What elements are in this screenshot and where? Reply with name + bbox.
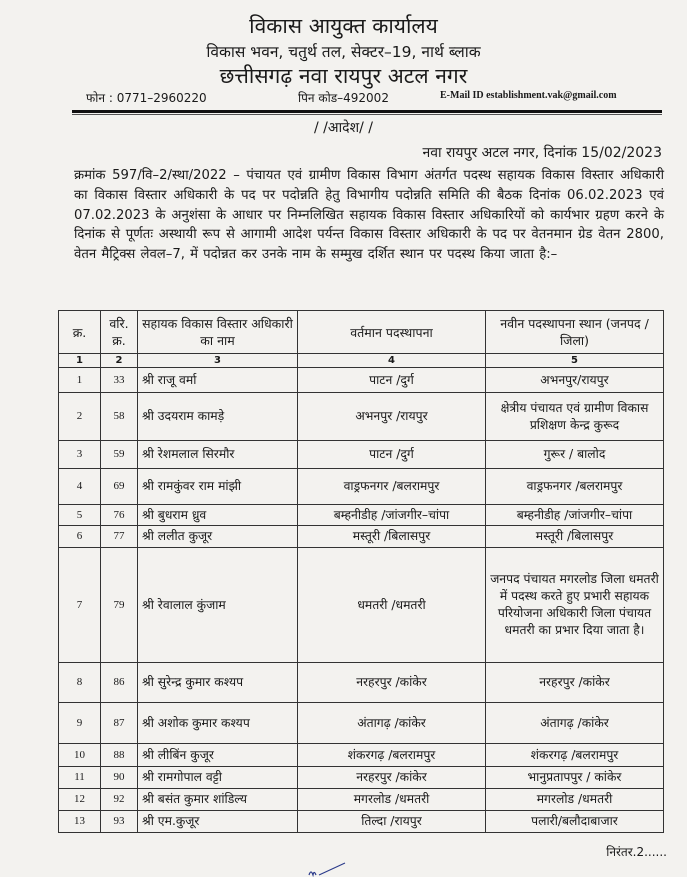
cell-sno: 8 <box>59 663 101 703</box>
column-number: 1 <box>59 354 101 368</box>
cell-current-posting: शंकरगढ़ /बलरामपुर <box>298 744 486 767</box>
cell-current-posting: नरहरपुर /कांकेर <box>298 767 486 789</box>
cell-seniority: 92 <box>101 789 138 811</box>
table-row <box>59 789 664 811</box>
cell-officer-name: श्री बसंत कुमार शांडिल्य <box>138 789 298 811</box>
cell-current-posting: पाटन /दुर्ग <box>298 368 486 393</box>
cell-sno: 7 <box>59 548 101 663</box>
cell-officer-name: श्री सुरेन्द्र कुमार कश्यप <box>138 663 298 703</box>
header-new-posting: नवीन पदस्थापना स्थान (जनपद / जिला) <box>486 311 664 354</box>
header-name: सहायक विकास विस्तार अधिकारी का नाम <box>138 311 298 354</box>
cell-officer-name: श्री रेवालाल कुंजाम <box>138 548 298 663</box>
cell-officer-name: श्री ललीत कुजूर <box>138 526 298 548</box>
order-heading: / /आदेश/ / <box>313 120 374 136</box>
contact-email: E-Mail ID establishment.vak@gmail.com <box>440 90 617 101</box>
table-row <box>59 469 664 505</box>
cell-sno: 6 <box>59 526 101 548</box>
cell-new-posting: भानुप्रतापपुर / कांकेर <box>486 767 664 789</box>
cell-sno: 12 <box>59 789 101 811</box>
contact-pin: पिन कोड–492002 <box>298 91 389 105</box>
cell-sno: 3 <box>59 441 101 469</box>
table-row <box>59 548 664 663</box>
cell-seniority: 69 <box>101 469 138 505</box>
table-row <box>59 526 664 548</box>
header-sno: क्र. <box>59 311 101 354</box>
table-row <box>59 744 664 767</box>
office-name: विकास आयुक्त कार्यालय <box>249 14 438 38</box>
table-row <box>59 368 664 393</box>
continue-note: निरंतर.2...... <box>606 845 667 859</box>
table-row <box>59 441 664 469</box>
table-header-row <box>59 311 664 354</box>
cell-current-posting: अंतागढ़ /कांकेर <box>298 703 486 744</box>
table-row <box>59 811 664 833</box>
cell-current-posting: अभनपुर /रायपुर <box>298 393 486 441</box>
cell-seniority: 79 <box>101 548 138 663</box>
cell-new-posting: गुरूर / बालोद <box>486 441 664 469</box>
column-number: 5 <box>486 354 664 368</box>
cell-current-posting: मगरलोड /धमतरी <box>298 789 486 811</box>
cell-sno: 1 <box>59 368 101 393</box>
office-city: छत्तीसगढ़ नवा रायपुर अटल नगर <box>219 64 468 88</box>
cell-current-posting: वाड्रफनगर /बलरामपुर <box>298 469 486 505</box>
column-number-row <box>59 354 664 368</box>
cell-sno: 13 <box>59 811 101 833</box>
cell-current-posting: मस्तूरी /बिलासपुर <box>298 526 486 548</box>
column-number: 2 <box>101 354 138 368</box>
cell-current-posting: पाटन /दुर्ग <box>298 441 486 469</box>
cell-seniority: 76 <box>101 505 138 526</box>
cell-seniority: 86 <box>101 663 138 703</box>
cell-current-posting: नरहरपुर /कांकेर <box>298 663 486 703</box>
cell-current-posting: बम्हनीडीह /जांजगीर–चांपा <box>298 505 486 526</box>
cell-new-posting: अंतागढ़ /कांकेर <box>486 703 664 744</box>
cell-new-posting: बम्हनीडीह /जांजगीर–चांपा <box>486 505 664 526</box>
signature-mark <box>307 862 347 877</box>
header-current-posting: वर्तमान पदस्थापना <box>298 311 486 354</box>
cell-sno: 11 <box>59 767 101 789</box>
cell-officer-name: श्री एम.कुजूर <box>138 811 298 833</box>
cell-seniority: 58 <box>101 393 138 441</box>
table-row <box>59 703 664 744</box>
table-row <box>59 663 664 703</box>
cell-officer-name: श्री रामगोपाल वट्टी <box>138 767 298 789</box>
cell-new-posting: मगरलोड /धमतरी <box>486 789 664 811</box>
cell-new-posting: नरहरपुर /कांकेर <box>486 663 664 703</box>
column-number: 4 <box>298 354 486 368</box>
cell-seniority: 93 <box>101 811 138 833</box>
order-date: नवा रायपुर अटल नगर, दिनांक 15/02/2023 <box>422 145 662 161</box>
table-row <box>59 505 664 526</box>
column-number: 3 <box>138 354 298 368</box>
cell-officer-name: श्री रामकुंवर राम मांझी <box>138 469 298 505</box>
header-seniority: वरि. क्र. <box>101 311 138 354</box>
cell-new-posting: शंकरगढ़ /बलरामपुर <box>486 744 664 767</box>
cell-seniority: 88 <box>101 744 138 767</box>
table-row <box>59 393 664 441</box>
cell-officer-name: श्री अशोक कुमार कश्यप <box>138 703 298 744</box>
cell-new-posting: क्षेत्रीय पंचायत एवं ग्रामीण विकास प्रशिक्षण केन्द्र कुरूद <box>486 393 664 441</box>
order-body: क्रमांक 597/वि–2/स्था/2022 – पंचायत एवं ग्रामीण विकास विभाग अंतर्गत पदस्थ सहायक विकास विस्तार अधिकारी का विकास विस्तार अधिकारी के पद पर पदोन्नति हेतु विभागीय पदोन्नति समिति की बैठक दिनांक 06.02.2023 एवं 07.02.2023 के अनुशंसा के आधार पर निम्नलिखित सहायक विकास विस्तार अधिकारियों को कार्यभार ग्रहण करने के दिनांक से पूर्णतः अस्थायी रूप से आगामी आदेश पर्यन्त विकास विस्तार अधिकारी के पद पर वेतनमान ग्रेड वेतन 2800, वेतन मैट्रिक्स लेवल–7, में पदोन्नत कर उनके नाम के सम्मुख दर्शित स्थान पर पदस्थ किया जाता है:– <box>74 168 664 263</box>
cell-seniority: 90 <box>101 767 138 789</box>
cell-sno: 2 <box>59 393 101 441</box>
letterhead-divider <box>72 110 662 113</box>
cell-seniority: 77 <box>101 526 138 548</box>
cell-new-posting: अभनपुर/रायपुर <box>486 368 664 393</box>
cell-sno: 4 <box>59 469 101 505</box>
posting-table <box>58 310 664 833</box>
cell-officer-name: श्री बुधराम ध्रुव <box>138 505 298 526</box>
cell-sno: 5 <box>59 505 101 526</box>
cell-officer-name: श्री लीबिंन कुजूर <box>138 744 298 767</box>
letterhead-divider-thin <box>72 114 662 115</box>
office-address: विकास भवन, चतुर्थ तल, सेक्टर–19, नार्थ ब्लाक <box>206 43 481 61</box>
cell-sno: 10 <box>59 744 101 767</box>
cell-sno: 9 <box>59 703 101 744</box>
cell-seniority: 59 <box>101 441 138 469</box>
cell-current-posting: तिल्दा /रायपुर <box>298 811 486 833</box>
cell-current-posting: धमतरी /धमतरी <box>298 548 486 663</box>
cell-new-posting: पलारी/बलौदाबाजार <box>486 811 664 833</box>
table-row <box>59 767 664 789</box>
cell-officer-name: श्री रेशमलाल सिरमौर <box>138 441 298 469</box>
cell-seniority: 33 <box>101 368 138 393</box>
contact-phone: फोन : 0771–2960220 <box>86 91 207 105</box>
cell-new-posting: जनपद पंचायत मगरलोड जिला धमतरी में पदस्थ करते हुए प्रभारी सहायक परियोजना अधिकारी जिला पंचायत धमतरी का प्रभार दिया जाता है। <box>486 548 664 663</box>
cell-officer-name: श्री उदयराम कामड़े <box>138 393 298 441</box>
cell-new-posting: मस्तूरी /बिलासपुर <box>486 526 664 548</box>
cell-new-posting: वाड्रफनगर /बलरामपुर <box>486 469 664 505</box>
cell-officer-name: श्री राजू वर्मा <box>138 368 298 393</box>
cell-seniority: 87 <box>101 703 138 744</box>
